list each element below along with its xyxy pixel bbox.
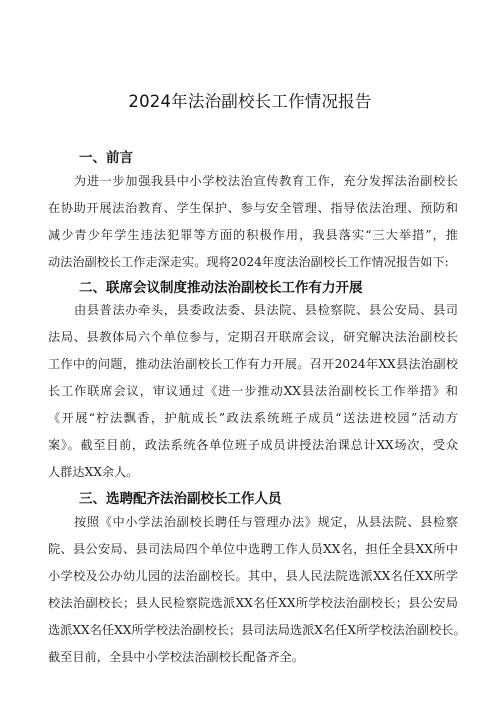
paragraph-line: 法局、县教体局六个单位参与，定期召开联席会议，研究解决法治副校长 bbox=[48, 330, 458, 344]
paragraph-line: 长工作联席会议，审议通过《进一步推动XX县法治副校长工作举措》和 bbox=[48, 384, 458, 398]
paragraph-line: 按照《中小学法治副校长聘任与管理办法》规定，从县法院、县检察 bbox=[74, 515, 458, 529]
section-heading-staffing: 三、选聘配齐法治副校长工作人员 bbox=[79, 491, 282, 507]
paragraph-line: 减少青少年学生违法犯罪等方面的积极作用，我县落实“三大举措”，推 bbox=[48, 228, 458, 242]
document-title: 2024年法治副校长工作情况报告 bbox=[128, 92, 372, 111]
section-body-preface bbox=[48, 168, 458, 276]
section-heading-preface: 一、前言 bbox=[79, 150, 133, 166]
paragraph-line: 为进一步加强我县中小学校法治宣传教育工作，充分发挥法治副校长 bbox=[74, 174, 458, 188]
section-heading-joint-meeting: 二、联席会议制度推动法治副校长工作有力开展 bbox=[79, 280, 363, 296]
paragraph-line: 人群达XX余人。 bbox=[48, 465, 139, 479]
paragraph-line: 《开展“柠法飘香，护航成长”政法系统班子成员“送法进校园”活动方 bbox=[48, 411, 458, 425]
paragraph-line: 小学校及公办幼儿园的法治副校长。其中，县人民法院选派XX名任XX所学 bbox=[48, 569, 458, 583]
section-body-staffing bbox=[48, 509, 466, 671]
section-body-joint-meeting bbox=[48, 297, 458, 486]
paragraph-line: 选派XX名任XX所学校法治副校长；县司法局选派X名任X所学校法治副校长。 bbox=[48, 623, 466, 637]
paragraph-line: 动法治副校长工作走深走实。现将2024年度法治副校长工作情况报告如下: bbox=[48, 255, 449, 269]
paragraph-line: 由县普法办牵头，县委政法委、县法院、县检察院、县公安局、县司 bbox=[74, 303, 458, 317]
paragraph-line: 截至目前，全县中小学校法治副校长配备齐全。 bbox=[48, 650, 304, 664]
paragraph-line: 案》。截至目前，政法系统各单位班子成员讲授法治课总计XX场次，受众 bbox=[48, 438, 458, 452]
paragraph-line: 校法治副校长；县人民检察院选派XX名任XX所学校法治副校长；县公安局 bbox=[48, 596, 458, 610]
paragraph-line: 在协助开展法治教育、学生保护、参与安全管理、指导依法治理、预防和 bbox=[48, 201, 458, 215]
paragraph-line: 院、县公安局、县司法局四个单位中选聘工作人员XX名，担任全县XX所中 bbox=[48, 542, 458, 556]
paragraph-line: 工作中的问题，推动法治副校长工作有力开展。召开2024年XX县法治副校 bbox=[48, 357, 458, 371]
